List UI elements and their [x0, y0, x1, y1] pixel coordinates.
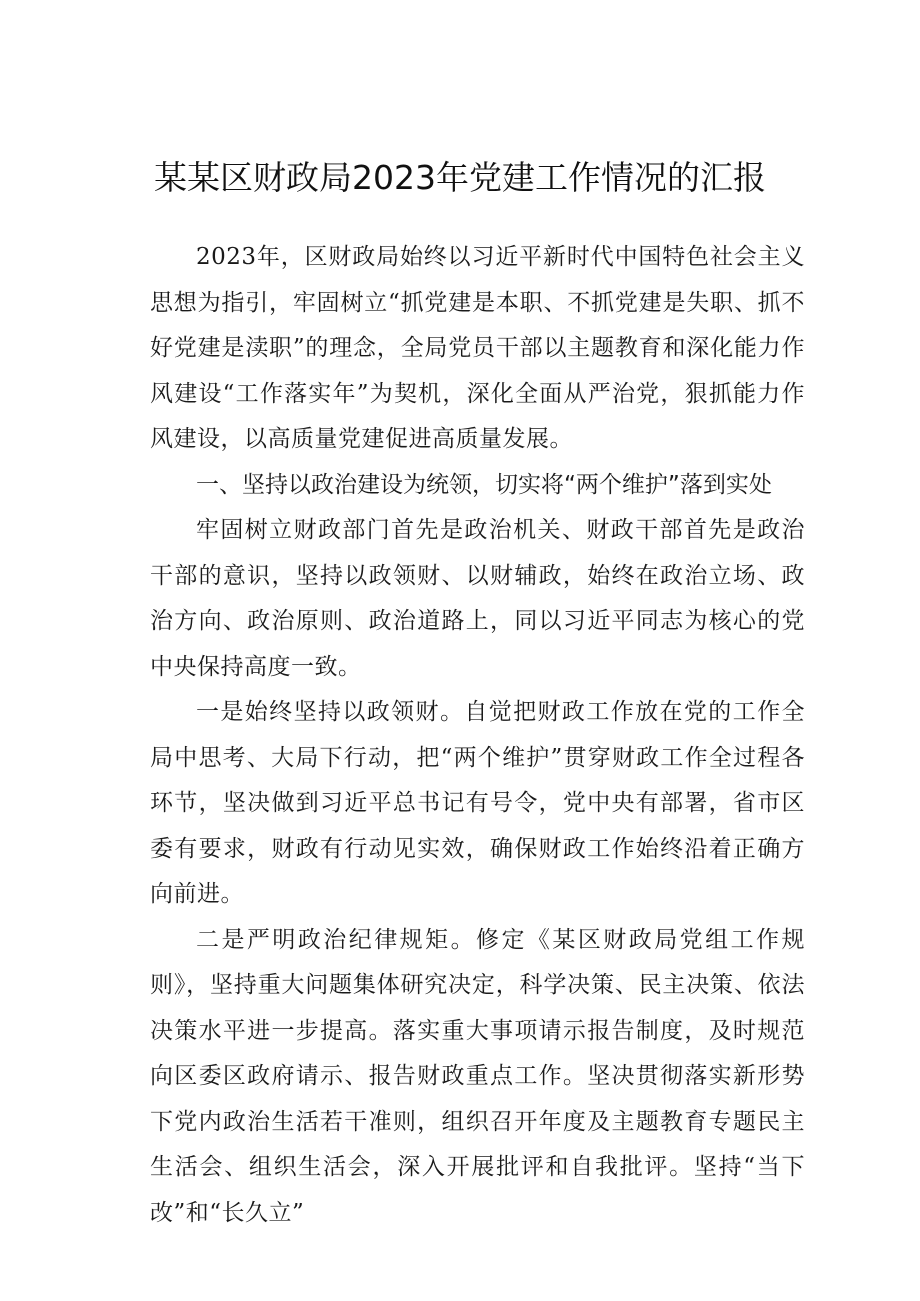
document-title: 某某区财政局2023年党建工作情况的汇报 [154, 158, 766, 197]
section-heading: 一、坚持以政治建设为统领，切实将“两个维护”落到实处 [196, 471, 772, 498]
point-two-paragraph: 二是严明政治纪律规矩。修定《某区财政局党组工作规则》，坚持重大问题集体研究决定，科学决策、民主决策、依法决策水平进一步提高。落实重大事项请示报告制度，及时规范向区委区政府请示、报告财政重点工作。坚决贯彻落实新形势下党内政治生活若干准则，组织召开年度及主题教育专题民主生活会、组织生活会，深入开展批评和自我批评。坚持“当下改”和“长久立” [150, 926, 805, 1226]
intro-paragraph: 2023年，区财政局始终以习近平新时代中国特色社会主义思想为指引，牢固树立“抓党建是本职、不抓党建是失职、抓不好党建是渎职”的理念，全局党员干部以主题教育和深化能力作风建设“工作落实年”为契机，深化全面从严治党，狠抓能力作风建设，以高质量党建促进高质量发展。 [150, 244, 805, 452]
document-body [150, 235, 805, 1236]
point-one-paragraph: 一是始终坚持以政领财。自觉把财政工作放在党的工作全局中思考、大局下行动，把“两个维护”贯穿财政工作全过程各环节，坚决做到习近平总书记有号令，党中央有部署，省市区委有要求，财政有行动见实效，确保财政工作始终沿着正确方向前进。 [150, 699, 805, 907]
section-paragraph: 牢固树立财政部门首先是政治机关、财政干部首先是政治干部的意识，坚持以政领财、以财辅政，始终在政治立场、政治方向、政治原则、政治道路上，同以习近平同志为核心的党中央保持高度一致。 [150, 517, 805, 680]
